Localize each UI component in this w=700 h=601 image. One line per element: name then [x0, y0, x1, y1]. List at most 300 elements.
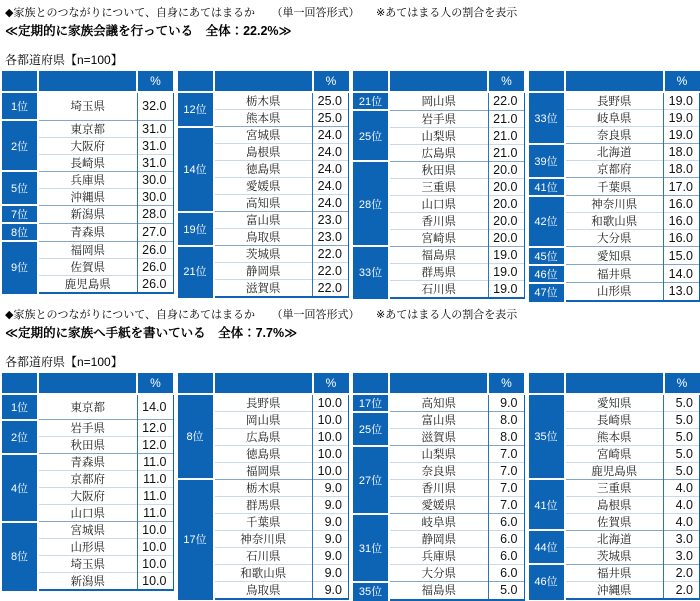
- percent-cell: 20.0: [488, 195, 524, 212]
- percent-cell: 5.0: [664, 411, 700, 428]
- prefecture-cell: 青森県: [38, 223, 137, 241]
- percent-cell: 24.0: [313, 161, 349, 178]
- rank-cell: 8位: [178, 394, 214, 480]
- percent-cell: 24.0: [313, 195, 349, 212]
- percent-cell: 24.0: [313, 144, 349, 161]
- percent-cell: 30.0: [137, 188, 173, 205]
- percent-cell: 19.0: [488, 263, 524, 280]
- prefecture-cell: 北海道: [565, 144, 664, 161]
- percent-cell: 25.0: [313, 92, 349, 110]
- table-row: [529, 196, 700, 213]
- table-header-row: [178, 373, 349, 394]
- rank-cell: 31位: [353, 514, 389, 582]
- percent-cell: 19.0: [664, 127, 700, 144]
- table-row: [529, 564, 700, 581]
- prefecture-cell: 沖縄県: [565, 581, 664, 599]
- percent-cell: 2.0: [664, 581, 700, 599]
- percent-cell: 20.0: [488, 212, 524, 229]
- percent-cell: 4.0: [664, 496, 700, 513]
- percent-cell: 11.0: [137, 454, 173, 471]
- percent-cell: 10.0: [137, 573, 173, 591]
- percent-cell: 24.0: [313, 127, 349, 144]
- table-row: [2, 120, 173, 137]
- prefecture-ranking-table: [178, 373, 350, 600]
- table-row: [529, 283, 700, 301]
- percent-cell: 10.0: [137, 539, 173, 556]
- percent-cell: 7.0: [488, 446, 524, 463]
- prefecture-cell: 岩手県: [389, 110, 488, 127]
- table-row: [2, 420, 173, 437]
- prefecture-cell: 三重県: [389, 178, 488, 195]
- percent-cell: 25.0: [313, 110, 349, 127]
- percent-cell: 14.0: [664, 265, 700, 283]
- table-row: [178, 479, 349, 496]
- prefecture-cell: 佐賀県: [565, 513, 664, 530]
- prefecture-cell: 熊本県: [565, 428, 664, 445]
- rank-column-header: [2, 71, 38, 92]
- percent-cell: 10.0: [313, 428, 349, 445]
- prefecture-cell: 神奈川県: [214, 530, 313, 547]
- prefecture-cell: 福岡県: [214, 462, 313, 479]
- prefecture-cell: 滋賀県: [389, 429, 488, 446]
- survey-section-family-letter: [0, 302, 700, 601]
- percent-cell: 16.0: [664, 196, 700, 213]
- percent-cell: 11.0: [137, 505, 173, 522]
- prefecture-cell: 和歌山県: [565, 213, 664, 230]
- table-header-row: [2, 373, 173, 394]
- prefecture-cell: 大分県: [565, 230, 664, 247]
- table-row: [529, 92, 700, 110]
- percent-cell: 23.0: [313, 212, 349, 229]
- prefecture-column-header: [38, 71, 137, 92]
- prefecture-cell: 長崎県: [565, 411, 664, 428]
- prefecture-cell: 島根県: [565, 496, 664, 513]
- prefecture-cell: 山梨県: [389, 127, 488, 144]
- prefecture-cell: 福井県: [565, 265, 664, 283]
- prefecture-cell: 香川県: [389, 480, 488, 497]
- prefecture-cell: 栃木県: [214, 92, 313, 110]
- table-row: [529, 144, 700, 161]
- prefecture-cell: 鹿児島県: [565, 462, 664, 479]
- rank-cell: 45位: [529, 247, 565, 265]
- prefecture-cell: 青森県: [38, 454, 137, 471]
- ranking-tables: [2, 373, 700, 601]
- percent-cell: 21.0: [488, 127, 524, 144]
- prefecture-cell: 宮城県: [214, 127, 313, 144]
- percent-column-header: %: [664, 373, 700, 394]
- table-row: [2, 241, 173, 258]
- percent-cell: 6.0: [488, 548, 524, 565]
- percent-cell: 20.0: [488, 178, 524, 195]
- percent-cell: 7.0: [488, 463, 524, 480]
- percent-cell: 12.0: [137, 420, 173, 437]
- percent-cell: 2.0: [664, 564, 700, 581]
- rank-cell: 1位: [2, 92, 38, 120]
- prefecture-cell: 奈良県: [389, 463, 488, 480]
- prefecture-column-header: [565, 373, 664, 394]
- prefecture-column-header: [389, 373, 488, 394]
- rank-cell: 42位: [529, 196, 565, 247]
- prefecture-cell: 東京都: [38, 394, 137, 420]
- prefecture-cell: 岡山県: [389, 92, 488, 110]
- question-note: ◆家族とのつながりについて、自身にあてはまるか （単一回答形式） ※あてはまる人の割合を表示: [5, 0, 700, 21]
- percent-cell: 9.0: [313, 581, 349, 599]
- percent-cell: 21.0: [488, 110, 524, 127]
- percent-cell: 10.0: [137, 556, 173, 573]
- percent-cell: 20.0: [488, 229, 524, 246]
- table-row: [529, 265, 700, 283]
- table-row: [178, 246, 349, 263]
- prefecture-cell: 埼玉県: [38, 556, 137, 573]
- prefecture-cell: 滋賀県: [214, 280, 313, 298]
- prefecture-cell: 石川県: [214, 547, 313, 564]
- table-header-row: [353, 71, 524, 92]
- rank-cell: 21位: [178, 246, 214, 298]
- rank-cell: 27位: [353, 446, 389, 514]
- prefecture-cell: 兵庫県: [389, 548, 488, 565]
- table-row: [529, 394, 700, 412]
- prefecture-ranking-table: [2, 373, 174, 592]
- percent-cell: 4.0: [664, 479, 700, 496]
- percent-cell: 13.0: [664, 283, 700, 301]
- percent-cell: 19.0: [664, 110, 700, 127]
- percent-column-header: %: [313, 71, 349, 92]
- percent-cell: 22.0: [313, 263, 349, 280]
- table-row: [2, 223, 173, 241]
- sample-size-label: 各都道府県【n=100】: [5, 355, 700, 370]
- table-row: [353, 582, 524, 600]
- prefecture-cell: 岩手県: [38, 420, 137, 437]
- prefecture-cell: 富山県: [389, 412, 488, 429]
- sample-size-label: 各都道府県【n=100】: [5, 53, 700, 68]
- rank-cell: 2位: [2, 420, 38, 454]
- prefecture-column-header: [214, 373, 313, 394]
- table-row: [2, 394, 173, 420]
- prefecture-cell: 高知県: [389, 394, 488, 412]
- rank-cell: 4位: [2, 454, 38, 522]
- rank-cell: 25位: [353, 110, 389, 161]
- prefecture-cell: 大阪府: [38, 137, 137, 154]
- prefecture-cell: 岡山県: [214, 411, 313, 428]
- prefecture-ranking-table: [529, 71, 700, 302]
- percent-cell: 4.0: [664, 513, 700, 530]
- percent-cell: 6.0: [488, 514, 524, 531]
- rank-cell: 39位: [529, 144, 565, 178]
- percent-cell: 20.0: [488, 161, 524, 178]
- percent-cell: 16.0: [664, 230, 700, 247]
- percent-cell: 21.0: [488, 144, 524, 161]
- percent-cell: 22.0: [488, 92, 524, 110]
- table-row: [353, 446, 524, 463]
- table-row: [529, 178, 700, 196]
- percent-cell: 5.0: [664, 428, 700, 445]
- table-row: [2, 522, 173, 539]
- rank-cell: 47位: [529, 283, 565, 301]
- percent-cell: 9.0: [313, 513, 349, 530]
- percent-cell: 31.0: [137, 120, 173, 137]
- prefecture-cell: 茨城県: [214, 246, 313, 263]
- percent-cell: 9.0: [488, 394, 524, 412]
- prefecture-cell: 大分県: [389, 565, 488, 582]
- prefecture-cell: 東京都: [38, 120, 137, 137]
- prefecture-cell: 静岡県: [214, 263, 313, 280]
- table-row: [529, 247, 700, 265]
- prefecture-cell: 徳島県: [214, 445, 313, 462]
- rank-cell: 1位: [2, 394, 38, 420]
- percent-cell: 9.0: [313, 479, 349, 496]
- percent-cell: 28.0: [137, 205, 173, 223]
- percent-cell: 7.0: [488, 497, 524, 514]
- table-header-row: [353, 373, 524, 394]
- percent-column-header: %: [664, 71, 700, 92]
- percent-cell: 26.0: [137, 241, 173, 258]
- table-row: [353, 246, 524, 263]
- percent-cell: 10.0: [313, 462, 349, 479]
- percent-cell: 30.0: [137, 171, 173, 188]
- percent-cell: 9.0: [313, 530, 349, 547]
- rank-cell: 9位: [2, 241, 38, 293]
- table-row: [2, 205, 173, 223]
- table-row: [529, 530, 700, 547]
- prefecture-cell: 三重県: [565, 479, 664, 496]
- rank-column-header: [353, 71, 389, 92]
- prefecture-cell: 高知県: [214, 195, 313, 212]
- table-row: [353, 514, 524, 531]
- prefecture-cell: 群馬県: [214, 496, 313, 513]
- percent-cell: 12.0: [137, 437, 173, 454]
- percent-cell: 8.0: [488, 412, 524, 429]
- percent-cell: 5.0: [664, 394, 700, 412]
- table-row: [2, 454, 173, 471]
- prefecture-cell: 鳥取県: [214, 229, 313, 246]
- prefecture-cell: 新潟県: [38, 573, 137, 591]
- percent-cell: 22.0: [313, 246, 349, 263]
- rank-cell: 17位: [353, 394, 389, 412]
- table-header-row: [529, 373, 700, 394]
- prefecture-cell: 広島県: [389, 144, 488, 161]
- percent-cell: 19.0: [664, 92, 700, 110]
- rank-cell: 44位: [529, 530, 565, 564]
- rank-cell: 21位: [353, 92, 389, 110]
- percent-cell: 8.0: [488, 429, 524, 446]
- rank-column-header: [353, 373, 389, 394]
- rank-column-header: [529, 373, 565, 394]
- prefecture-cell: 秋田県: [389, 161, 488, 178]
- percent-cell: 11.0: [137, 471, 173, 488]
- percent-cell: 5.0: [488, 582, 524, 600]
- prefecture-ranking-table: [353, 71, 525, 299]
- prefecture-cell: 神奈川県: [565, 196, 664, 213]
- percent-column-header: %: [313, 373, 349, 394]
- prefecture-cell: 福岡県: [38, 241, 137, 258]
- percent-cell: 11.0: [137, 488, 173, 505]
- rank-cell: 5位: [2, 171, 38, 205]
- table-row: [353, 110, 524, 127]
- percent-cell: 9.0: [313, 564, 349, 581]
- percent-cell: 9.0: [313, 496, 349, 513]
- percent-column-header: %: [137, 373, 173, 394]
- percent-cell: 10.0: [313, 394, 349, 412]
- prefecture-cell: 山口県: [38, 505, 137, 522]
- prefecture-column-header: [214, 71, 313, 92]
- prefecture-cell: 広島県: [214, 428, 313, 445]
- prefecture-cell: 埼玉県: [38, 92, 137, 120]
- prefecture-cell: 茨城県: [565, 547, 664, 564]
- prefecture-ranking-table: [529, 373, 700, 600]
- percent-cell: 6.0: [488, 565, 524, 582]
- table-row: [353, 412, 524, 429]
- percent-cell: 17.0: [664, 178, 700, 196]
- prefecture-cell: 沖縄県: [38, 188, 137, 205]
- table-row: [353, 394, 524, 412]
- prefecture-cell: 大阪府: [38, 488, 137, 505]
- prefecture-cell: 千葉県: [214, 513, 313, 530]
- table-row: [2, 171, 173, 188]
- prefecture-column-header: [38, 373, 137, 394]
- percent-cell: 19.0: [488, 280, 524, 298]
- rank-column-header: [2, 373, 38, 394]
- prefecture-cell: 島根県: [214, 144, 313, 161]
- percent-cell: 26.0: [137, 275, 173, 293]
- prefecture-column-header: [565, 71, 664, 92]
- percent-cell: 26.0: [137, 258, 173, 275]
- prefecture-cell: 山形県: [38, 539, 137, 556]
- table-header-row: [529, 71, 700, 92]
- table-row: [178, 127, 349, 144]
- prefecture-cell: 宮城県: [38, 522, 137, 539]
- prefecture-cell: 愛知県: [565, 247, 664, 265]
- rank-cell: 41位: [529, 178, 565, 196]
- rank-cell: 41位: [529, 479, 565, 530]
- section-heading: ≪定期的に家族会議を行っている 全体：22.2%≫: [5, 21, 700, 39]
- rank-cell: 35位: [353, 582, 389, 600]
- percent-cell: 3.0: [664, 547, 700, 564]
- rank-cell: 19位: [178, 212, 214, 246]
- percent-cell: 15.0: [664, 247, 700, 265]
- rank-cell: 35位: [529, 394, 565, 480]
- prefecture-ranking-table: [178, 71, 350, 298]
- percent-cell: 32.0: [137, 92, 173, 120]
- prefecture-cell: 長野県: [565, 92, 664, 110]
- prefecture-column-header: [389, 71, 488, 92]
- prefecture-cell: 秋田県: [38, 437, 137, 454]
- percent-cell: 31.0: [137, 137, 173, 154]
- prefecture-cell: 山口県: [389, 195, 488, 212]
- table-row: [178, 394, 349, 412]
- percent-cell: 10.0: [137, 522, 173, 539]
- rank-cell: 14位: [178, 127, 214, 212]
- prefecture-cell: 静岡県: [389, 531, 488, 548]
- rank-cell: 28位: [353, 161, 389, 246]
- prefecture-cell: 鹿児島県: [38, 275, 137, 293]
- prefecture-cell: 愛媛県: [214, 178, 313, 195]
- rank-cell: 12位: [178, 92, 214, 127]
- prefecture-ranking-table: [353, 373, 525, 601]
- rank-cell: 46位: [529, 265, 565, 283]
- percent-cell: 10.0: [313, 445, 349, 462]
- percent-cell: 5.0: [664, 462, 700, 479]
- percent-cell: 18.0: [664, 144, 700, 161]
- rank-cell: 7位: [2, 205, 38, 223]
- table-row: [178, 212, 349, 229]
- prefecture-cell: 和歌山県: [214, 564, 313, 581]
- table-row: [2, 92, 173, 120]
- percent-cell: 5.0: [664, 445, 700, 462]
- percent-cell: 3.0: [664, 530, 700, 547]
- prefecture-cell: 長崎県: [38, 154, 137, 171]
- percent-cell: 10.0: [313, 411, 349, 428]
- table-header-row: [178, 71, 349, 92]
- table-row: [178, 92, 349, 110]
- prefecture-cell: 北海道: [565, 530, 664, 547]
- prefecture-cell: 栃木県: [214, 479, 313, 496]
- prefecture-cell: 福井県: [565, 564, 664, 581]
- prefecture-cell: 熊本県: [214, 110, 313, 127]
- percent-column-header: %: [137, 71, 173, 92]
- percent-cell: 6.0: [488, 531, 524, 548]
- table-row: [353, 161, 524, 178]
- rank-cell: 17位: [178, 479, 214, 599]
- percent-cell: 22.0: [313, 280, 349, 298]
- prefecture-cell: 兵庫県: [38, 171, 137, 188]
- percent-column-header: %: [488, 373, 524, 394]
- percent-cell: 23.0: [313, 229, 349, 246]
- question-note: ◆家族とのつながりについて、自身にあてはまるか （単一回答形式） ※あてはまる人の割合を表示: [5, 302, 700, 323]
- rank-cell: 8位: [2, 522, 38, 591]
- prefecture-cell: 福島県: [389, 246, 488, 263]
- prefecture-cell: 福島県: [389, 582, 488, 600]
- percent-cell: 14.0: [137, 394, 173, 420]
- prefecture-cell: 愛知県: [565, 394, 664, 412]
- ranking-tables: [2, 71, 700, 302]
- prefecture-cell: 長野県: [214, 394, 313, 412]
- percent-column-header: %: [488, 71, 524, 92]
- table-header-row: [2, 71, 173, 92]
- percent-cell: 18.0: [664, 161, 700, 178]
- prefecture-cell: 宮崎県: [565, 445, 664, 462]
- prefecture-cell: 徳島県: [214, 161, 313, 178]
- percent-cell: 16.0: [664, 213, 700, 230]
- prefecture-cell: 岐阜県: [565, 110, 664, 127]
- percent-cell: 9.0: [313, 547, 349, 564]
- prefecture-cell: 愛媛県: [389, 497, 488, 514]
- prefecture-cell: 千葉県: [565, 178, 664, 196]
- prefecture-cell: 新潟県: [38, 205, 137, 223]
- prefecture-cell: 岐阜県: [389, 514, 488, 531]
- percent-cell: 27.0: [137, 223, 173, 241]
- prefecture-cell: 山梨県: [389, 446, 488, 463]
- rank-column-header: [178, 71, 214, 92]
- section-heading: ≪定期的に家族へ手紙を書いている 全体：7.7%≫: [5, 323, 700, 341]
- rank-cell: 2位: [2, 120, 38, 171]
- rank-cell: 46位: [529, 564, 565, 599]
- rank-cell: 33位: [529, 92, 565, 144]
- prefecture-ranking-table: [2, 71, 174, 294]
- rank-cell: 8位: [2, 223, 38, 241]
- prefecture-cell: 京都府: [565, 161, 664, 178]
- prefecture-cell: 山形県: [565, 283, 664, 301]
- prefecture-cell: 佐賀県: [38, 258, 137, 275]
- rank-cell: 25位: [353, 412, 389, 446]
- prefecture-cell: 富山県: [214, 212, 313, 229]
- prefecture-cell: 群馬県: [389, 263, 488, 280]
- table-row: [529, 479, 700, 496]
- percent-cell: 19.0: [488, 246, 524, 263]
- prefecture-cell: 石川県: [389, 280, 488, 298]
- prefecture-cell: 奈良県: [565, 127, 664, 144]
- prefecture-cell: 宮崎県: [389, 229, 488, 246]
- rank-column-header: [178, 373, 214, 394]
